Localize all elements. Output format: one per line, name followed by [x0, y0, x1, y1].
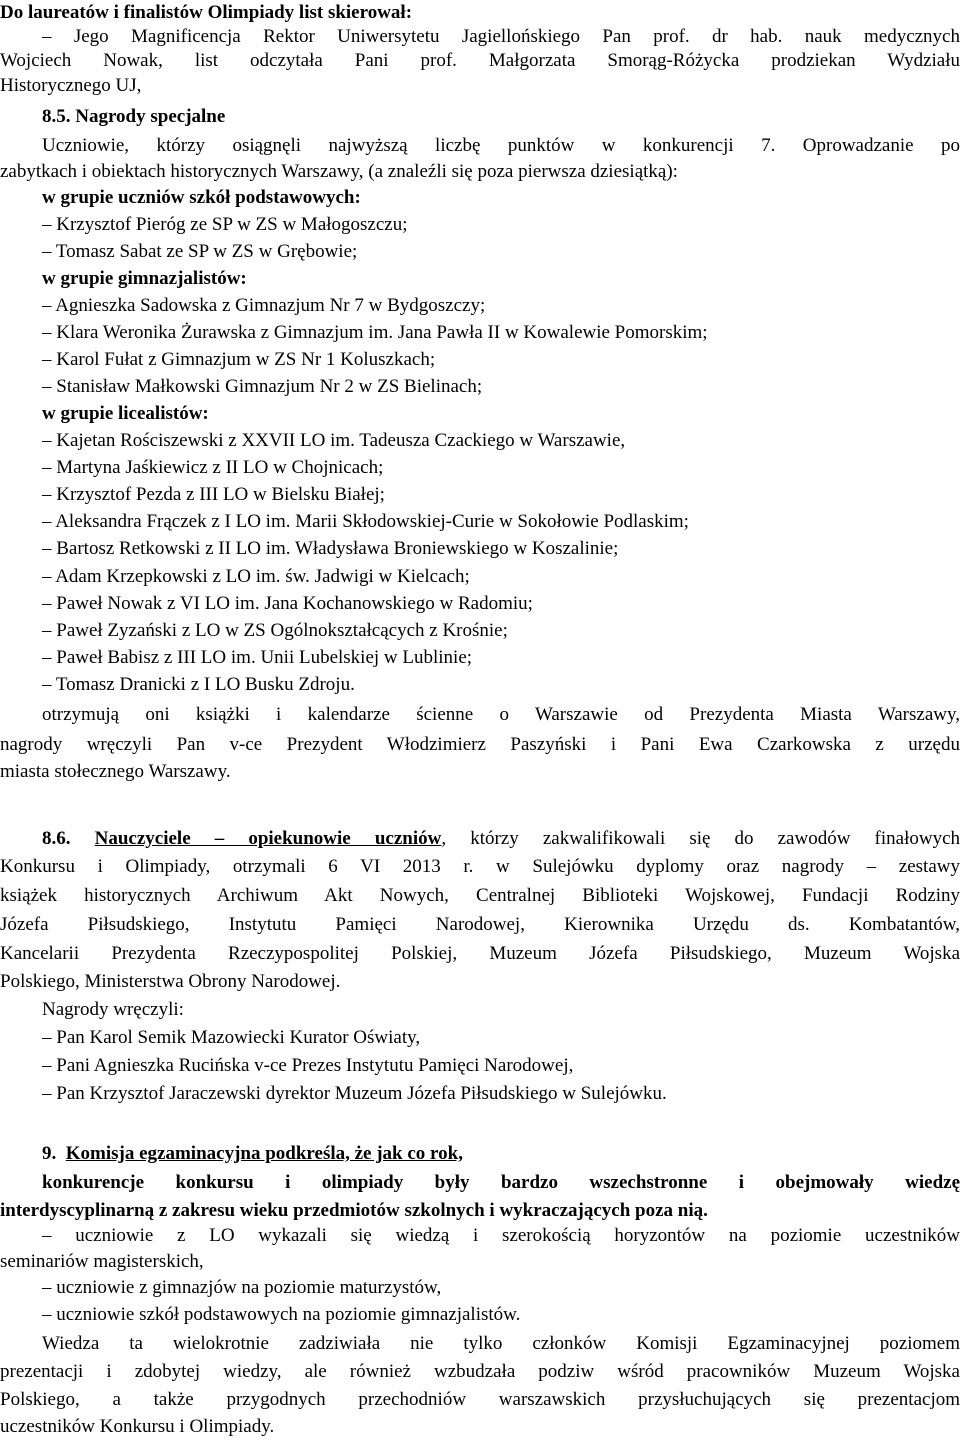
section-9-bullet: seminariów magisterskich, — [0, 1251, 204, 1272]
section-9-bold-line: konkurencje konkursu i olimpiady były bardzo wszechstronne i obejmowały wiedzę — [42, 1172, 960, 1193]
list-item: – Stanisław Małkowski Gimnazjum Nr 2 w ZS Bielinach; — [42, 376, 483, 397]
list-item: – Pani Agnieszka Rucińska v-ce Prezes Instytutu Pamięci Narodowej, — [42, 1055, 574, 1076]
section-8-6-title: Nauczyciele – opiekunowie uczniów — [94, 828, 442, 849]
group-gymnasium-label: w grupie gimnazjalistów: — [42, 268, 247, 289]
section-8-5-intro: zabytkach i obiektach historycznych Warszawy, (a znaleźli się poza pierwsza dziesiątką): — [0, 161, 678, 182]
group-highschool-label: w grupie licealistów: — [42, 403, 209, 424]
list-item: – Tomasz Sabat ze SP w ZS w Grębowie; — [42, 241, 358, 262]
intro-heading: Do laureatów i finalistów Olimpiady list skierował: — [0, 2, 413, 23]
list-item: – Aleksandra Frączek z I LO im. Marii Skłodowskiej-Curie w Sokołowie Podlaskim; — [42, 511, 689, 532]
list-item: – Pan Karol Semik Mazowiecki Kurator Oświaty, — [42, 1027, 421, 1048]
list-item: – Kajetan Rościszewski z XXVII LO im. Tadeusza Czackiego w Warszawie, — [42, 430, 626, 451]
intro-line: Wojciech Nowak, list odczytała Pani prof. Małgorzata Smorąg-Różycka prodziekan Wydziału — [0, 50, 960, 71]
list-item: – Martyna Jaśkiewicz z II LO w Chojnicach; — [42, 457, 384, 478]
section-8-5-closing: otrzymują oni książki i kalendarze ścienne o Warszawie od Prezydenta Miasta Warszawy, — [42, 704, 960, 725]
section-9-closing: uczestników Konkursu i Olimpiady. — [0, 1416, 275, 1437]
list-item: – Paweł Zyzański z LO w ZS Ogólnokształcących z Krośnie; — [42, 620, 508, 641]
list-item: – Paweł Babisz z III LO im. Unii Lubelskiej w Lublinie; — [42, 647, 473, 668]
section-8-6-line: Konkursu i Olimpiady, otrzymali 6 VI 2013 r. w Sulejówku dyplomy oraz nagrody – zestawy — [0, 856, 960, 877]
section-9-bullet: – uczniowie z LO wykazali się wiedzą i szerokością horyzontów na poziomie uczestników — [42, 1225, 960, 1246]
section-9-number: 9. — [42, 1143, 57, 1164]
intro-line: Historycznego UJ, — [0, 75, 142, 96]
group-primary-label: w grupie uczniów szkół podstawowych: — [42, 187, 361, 208]
section-9-closing: prezentacji i zdobytej wiedzy, ale również wzbudzała podziw wśród pracowników Muzeum Wojska — [0, 1361, 960, 1382]
list-item: – Karol Fułat z Gimnazjum w ZS Nr 1 Koluszkach; — [42, 349, 436, 370]
section-9-heading — [42, 1143, 960, 1165]
list-item: – Krzysztof Pezda z III LO w Bielsku Białej; — [42, 484, 385, 505]
section-8-5-closing: miasta stołecznego Warszawy. — [0, 761, 231, 782]
section-9-bold-line: interdyscyplinarną z zakresu wieku przedmiotów szkolnych i wykraczających poza nią. — [0, 1200, 708, 1221]
section-8-6-number: 8.6. — [42, 828, 71, 849]
list-item: – Klara Weronika Żurawska z Gimnazjum im. Jana Pawła II w Kowalewie Pomorskim; — [42, 322, 708, 343]
section-9-closing: Polskiego, a także przygodnych przechodniów warszawskich przysłuchujących się prezentacjom — [0, 1389, 960, 1410]
section-8-6-line: Józefa Piłsudskiego, Instytutu Pamięci Narodowej, Kierownika Urzędu ds. Kombatantów, — [0, 914, 960, 935]
section-9-title: Komisja egzaminacyjna podkreśla, że jak co rok, — [65, 1143, 463, 1164]
section-9-closing: Wiedza ta wielokrotnie zadziwiała nie tylko członków Komisji Egzaminacyjnej poziomem — [42, 1333, 960, 1354]
awards-label: Nagrody wręczyli: — [42, 999, 184, 1020]
list-item: – Bartosz Retkowski z II LO im. Władysława Broniewskiego w Koszalinie; — [42, 538, 619, 559]
section-8-6-line: książek historycznych Archiwum Akt Nowych, Centralnej Biblioteki Wojskowej, Fundacji Rodziny — [0, 885, 960, 906]
list-item: – Adam Krzepkowski z LO im. św. Jadwigi w Kielcach; — [42, 566, 470, 587]
list-item: – Tomasz Dranicki z I LO Busku Zdroju. — [42, 674, 355, 695]
section-9-bullet: – uczniowie z gimnazjów na poziomie maturzystów, — [42, 1277, 442, 1298]
section-8-6-line: Polskiego, Ministerstwa Obrony Narodowej. — [0, 971, 341, 992]
section-9-bullet: – uczniowie szkół podstawowych na poziomie gimnazjalistów. — [42, 1304, 521, 1325]
section-8-5-intro: Uczniowie, którzy osiągnęli najwyższą liczbę punktów w konkurencji 7. Oprowadzanie po — [42, 135, 960, 156]
list-item: – Paweł Nowak z VI LO im. Jana Kochanowskiego w Radomiu; — [42, 593, 533, 614]
intro-line: – Jego Magnificencja Rektor Uniwersytetu Jagiellońskiego Pan prof. dr hab. nauk medycznych — [42, 26, 960, 47]
section-8-6-first-line — [42, 828, 960, 850]
section-8-6-first-line-rest: , którzy zakwalifikowali się do zawodów finałowych — [441, 828, 960, 849]
list-item: – Krzysztof Pieróg ze SP w ZS w Małogoszczu; — [42, 214, 408, 235]
section-8-6-line: Kancelarii Prezydenta Rzeczypospolitej Polskiej, Muzeum Józefa Piłsudskiego, Muzeum Wojska — [0, 943, 960, 964]
section-8-5-heading: 8.5. Nagrody specjalne — [42, 106, 226, 127]
list-item: – Pan Krzysztof Jaraczewski dyrektor Muzeum Józefa Piłsudskiego w Sulejówku. — [42, 1083, 667, 1104]
section-8-5-closing: nagrody wręczyli Pan v-ce Prezydent Włodzimierz Paszyński i Pani Ewa Czarkowska z urzędu — [0, 734, 960, 755]
list-item: – Agnieszka Sadowska z Gimnazjum Nr 7 w Bydgoszczy; — [42, 295, 486, 316]
